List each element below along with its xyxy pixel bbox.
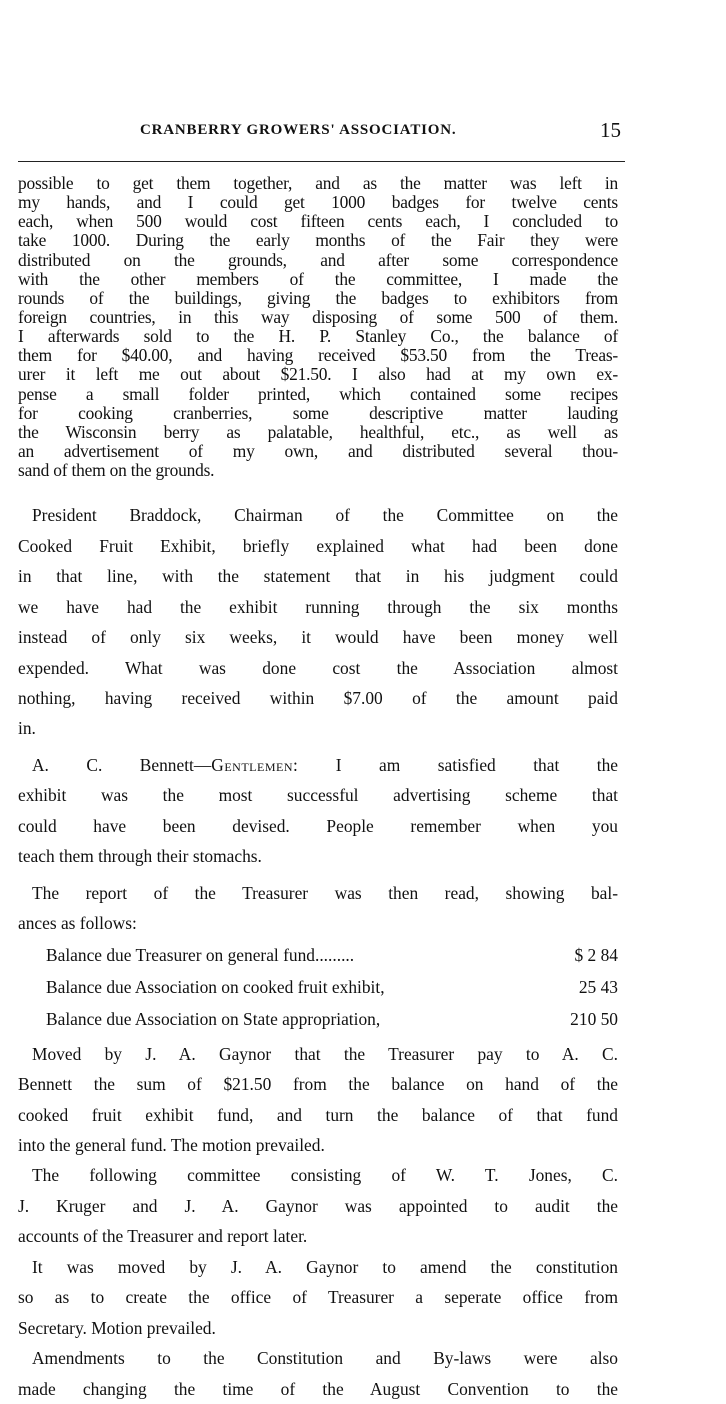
balance-amount: 210 50 xyxy=(570,1008,618,1029)
header-title: CRANBERRY GROWERS' ASSOCIATION. xyxy=(140,122,457,138)
paragraph-treasurer-report xyxy=(18,878,618,939)
text-line: teach them through their stomachs. xyxy=(18,846,262,867)
text-line: we have had the exhibit running through the six months xyxy=(18,596,618,617)
paragraph-braddock xyxy=(18,500,618,744)
speech-start: I am satisfied that the xyxy=(298,754,618,775)
text-line: rounds of the buildings, giving the badges to exhibitors from xyxy=(18,287,618,308)
text-line: take 1000. During the early months of the Fair they were xyxy=(18,230,618,251)
text-line: with the other members of the committee, I made the xyxy=(18,268,618,289)
paragraph-badges xyxy=(18,174,618,480)
balance-label: Balance due Association on cooked fruit exhibit, xyxy=(46,976,385,997)
text-line: accounts of the Treasurer and report later. xyxy=(18,1226,308,1247)
text-line: The report of the Treasurer was then read, showing bal- xyxy=(32,882,618,903)
text-line: Bennett the sum of $21.50 from the balance on hand of the xyxy=(18,1074,618,1095)
text-line: foreign countries, in this way disposing of some 500 of them. xyxy=(18,306,618,327)
balance-label: Balance due Treasurer on general fund......... xyxy=(46,944,355,965)
balance-amount: $ 2 84 xyxy=(574,944,618,965)
text-line: in. xyxy=(18,718,36,739)
speaker-name: A. C. Bennett— xyxy=(32,754,212,775)
text-line: exhibit was the most successful advertising scheme that xyxy=(18,785,618,806)
header-rule xyxy=(18,161,625,162)
text-line: for cooking cranberries, some descriptive matter lauding xyxy=(18,402,618,423)
text-line: in that line, with the statement that in his judgment could xyxy=(18,566,618,587)
salutation: Gentlemen: xyxy=(211,754,299,775)
text-line: into the general fund. The motion prevailed. xyxy=(18,1135,325,1155)
text-line: President Braddock, Chairman of the Committee on the xyxy=(32,505,618,526)
text-line: possible to get them together, and as the matter was left in xyxy=(18,173,618,193)
text-line: cooked fruit exhibit fund, and turn the balance of that fund xyxy=(18,1104,618,1125)
text-line: The following committee consisting of W. T. Jones, C. xyxy=(32,1165,618,1186)
text-line: ances as follows: xyxy=(18,913,137,934)
text-line: them for $40.00, and having received $53.50 from the Treas- xyxy=(18,345,618,366)
text-line: Secretary. Motion prevailed. xyxy=(18,1317,216,1338)
balance-amount: 25 43 xyxy=(578,976,618,997)
running-header xyxy=(0,118,726,148)
balance-row xyxy=(18,971,618,1003)
text-line: urer it left me out about $21.50. I also had at my own ex- xyxy=(18,364,618,385)
text-line: could have been devised. People remember when you xyxy=(18,815,618,836)
text-line: I afterwards sold to the H. P. Stanley Co., the balance of xyxy=(18,326,618,347)
text-line: so as to create the office of Treasurer a seperate office from xyxy=(18,1287,618,1308)
text-line: sand of them on the grounds. xyxy=(18,460,215,481)
text-line: the Wisconsin berry as palatable, healthful, etc., as well as xyxy=(18,421,618,442)
paragraph-audit-committee xyxy=(18,1160,618,1251)
text-line: pense a small folder printed, which contained some recipes xyxy=(18,383,618,404)
paragraph-motion-payment xyxy=(18,1039,618,1161)
paragraph-amendments xyxy=(18,1343,618,1404)
text-line: each, when 500 would cost fifteen cents each, I concluded to xyxy=(18,211,618,232)
balance-table xyxy=(18,939,618,1035)
page-number: 15 xyxy=(600,118,621,142)
paragraph-bennett xyxy=(18,750,618,872)
text-line: Moved by J. A. Gaynor that the Treasurer pay to A. C. xyxy=(32,1043,618,1064)
paragraph-constitution xyxy=(18,1252,618,1343)
text-line: instead of only six weeks, it would have been money well xyxy=(18,627,618,648)
balance-row xyxy=(18,939,618,971)
text-line: J. Kruger and J. A. Gaynor was appointed to audit the xyxy=(18,1195,618,1216)
balance-row xyxy=(18,1003,618,1035)
text-line: distributed on the grounds, and after some correspondence xyxy=(18,249,618,270)
text-line: my hands, and I could get 1000 badges for twelve cents xyxy=(18,192,618,213)
text-line: Amendments to the Constitution and By-laws were also xyxy=(32,1348,618,1369)
text-line: Cooked Fruit Exhibit, briefly explained what had been done xyxy=(18,535,618,556)
text-line: an advertisement of my own, and distributed several thou- xyxy=(18,440,618,461)
text-line: It was moved by J. A. Gaynor to amend the constitution xyxy=(32,1256,618,1277)
text-line: nothing, having received within $7.00 of the amount paid xyxy=(18,687,618,708)
text-line xyxy=(18,750,618,780)
text-line: expended. What was done cost the Association almost xyxy=(18,657,618,678)
text-line: made changing the time of the August Convention to the xyxy=(18,1378,618,1399)
balance-label: Balance due Association on State appropriation, xyxy=(46,1008,381,1029)
page-body xyxy=(18,174,618,1404)
